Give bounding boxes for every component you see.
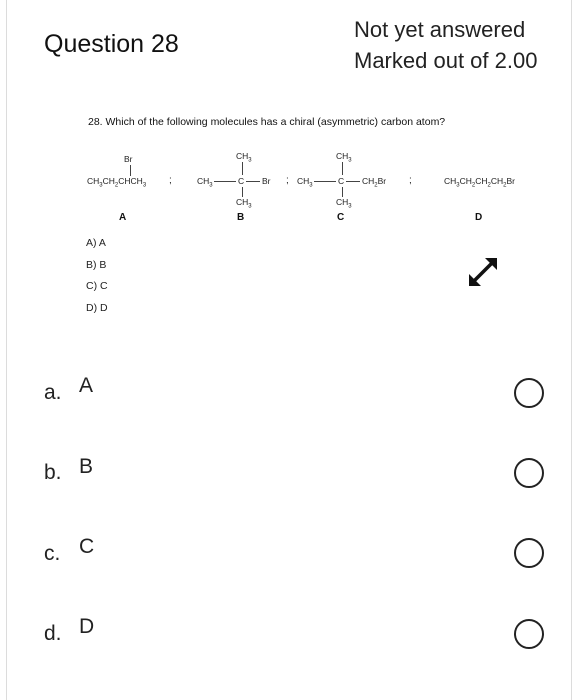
answer-text: B — [79, 455, 94, 478]
molecule-b-center: C — [238, 176, 245, 186]
molecule-c-right: $CH_2Br$ — [362, 176, 387, 189]
marks-info: Marked out of 2.00 — [354, 48, 538, 73]
molecule-b-bond-right — [246, 181, 260, 182]
expand-arrows-icon[interactable] — [465, 254, 501, 290]
molecule-c-bottom: $CH_3$ — [336, 197, 352, 210]
inline-option-a: A) A — [86, 237, 106, 249]
molecule-c-bond-right — [346, 181, 360, 182]
molecule-d-formula: $CH_3CH_2CH_2CH_2Br$ — [444, 176, 515, 189]
answer-letter: b. — [44, 461, 62, 484]
molecule-c-label: C — [337, 212, 345, 223]
answer-option-c[interactable] — [0, 533, 579, 573]
molecule-b-left: $CH_3$ — [197, 176, 213, 189]
radio-unchecked-icon[interactable] — [514, 619, 544, 649]
molecule-c-bond-top — [342, 162, 343, 175]
molecule-b-bottom: $CH_3$ — [236, 197, 252, 210]
answer-letter: c. — [44, 542, 61, 565]
answer-text: D — [79, 615, 95, 638]
answer-option-b[interactable] — [0, 452, 579, 492]
separator: ; — [286, 175, 289, 186]
radio-unchecked-icon[interactable] — [514, 458, 544, 488]
inline-option-c: C) C — [86, 280, 108, 292]
molecule-b-bond-top — [242, 162, 243, 175]
answer-status: Not yet answered — [354, 17, 526, 42]
molecule-b-top: $CH_3$ — [236, 151, 252, 164]
molecule-d-label: D — [475, 212, 483, 223]
answer-option-d[interactable] — [0, 614, 579, 654]
answer-letter: a. — [44, 381, 62, 404]
radio-unchecked-icon[interactable] — [514, 378, 544, 408]
molecule-c-top: $CH_3$ — [336, 151, 352, 164]
molecule-c-left: $CH_3$ — [297, 176, 313, 189]
molecule-a-label: A — [119, 212, 127, 223]
molecule-a-formula: $CH_3CH_2CHCH_3$ — [87, 176, 147, 189]
inline-option-d: D) D — [86, 302, 108, 314]
separator: ; — [169, 175, 172, 186]
molecule-c-center: C — [338, 176, 345, 186]
answer-option-a[interactable] — [0, 371, 579, 411]
answer-letter: d. — [44, 622, 62, 645]
answer-text: A — [79, 374, 94, 397]
radio-unchecked-icon[interactable] — [514, 538, 544, 568]
separator: ; — [409, 175, 412, 186]
question-text: 28. Which of the following molecules has a chiral (asymmetric) carbon atom? — [88, 116, 446, 128]
molecule-b-bond-left — [214, 181, 236, 182]
molecule-b-right: Br — [262, 176, 271, 186]
molecule-b-bond-bottom — [242, 187, 243, 197]
question-status — [354, 14, 537, 76]
question-title: Question 28 — [44, 30, 179, 58]
question-image — [60, 96, 550, 336]
molecule-a-bond — [130, 165, 131, 176]
molecule-c-bond-bottom — [342, 187, 343, 197]
molecule-c-bond-left — [314, 181, 336, 182]
inline-option-b: B) B — [86, 259, 107, 271]
molecule-a-br: Br — [124, 154, 133, 164]
molecule-b-label: B — [237, 212, 245, 223]
answer-text: C — [79, 535, 95, 558]
